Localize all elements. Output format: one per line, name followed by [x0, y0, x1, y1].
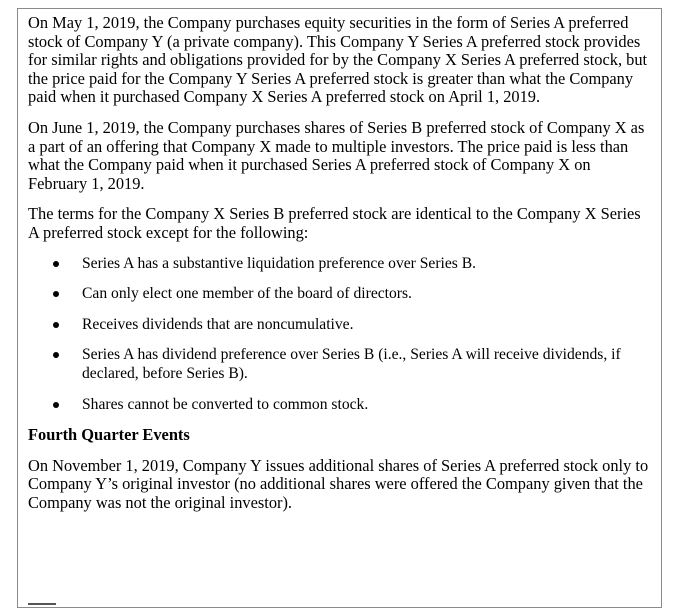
list-item	[28, 255, 653, 274]
paragraph-june-purchase: On June 1, 2019, the Company purchases shares of Series B preferred stock of Company X as a part of an offering that Company X made to multiple investors. The price paid is less than what the Company paid when it purchased Series A preferred stock of Company X on February 1, 2019.	[28, 117, 645, 193]
series-b-differences-list	[28, 255, 653, 415]
bullet-icon	[53, 291, 59, 297]
list-item-text: Shares cannot be converted to common stock.	[82, 395, 369, 413]
list-item	[28, 346, 653, 383]
list-item-text: Series A has a substantive liquidation preference over Series B.	[82, 254, 477, 272]
list-item-text: Receives dividends that are noncumulative.	[82, 315, 354, 333]
section-heading: Fourth Quarter Events	[28, 425, 190, 445]
document-excerpt	[17, 8, 662, 608]
paragraph-series-b-terms: The terms for the Company X Series B preferred stock are identical to the Company X Series A preferred stock except for the following:	[28, 204, 641, 242]
bullet-icon	[53, 261, 59, 267]
bullet-icon	[53, 402, 59, 408]
list-item-text: Can only elect one member of the board of directors.	[82, 285, 412, 303]
bullet-icon	[53, 352, 59, 358]
bullet-icon	[53, 322, 59, 328]
paragraph-may-purchase: On May 1, 2019, the Company purchases equity securities in the form of Series A preferred stock of Company Y (a private company). This Company Y Series A preferred stock provides for similar rights and obligations provided for by the Company X Series A preferred stock, but the price paid for the Company Y Series A preferred stock is greater than what the Company paid when it purchased Company X Series A preferred stock on April 1, 2019.	[28, 13, 648, 107]
list-item	[28, 285, 653, 304]
cropped-text-remnant	[28, 603, 88, 607]
list-item	[28, 396, 653, 415]
paragraph-november-issuance: On November 1, 2019, Company Y issues additional shares of Series A preferred stock only to Company Y’s original investor (no additional shares were offered the Company given that the Company was not the original investor).	[28, 455, 649, 512]
list-item-text: Series A has dividend preference over Series B (i.e., Series A will receive dividends, if declared, before Series B).	[82, 346, 621, 382]
list-item	[28, 316, 653, 335]
